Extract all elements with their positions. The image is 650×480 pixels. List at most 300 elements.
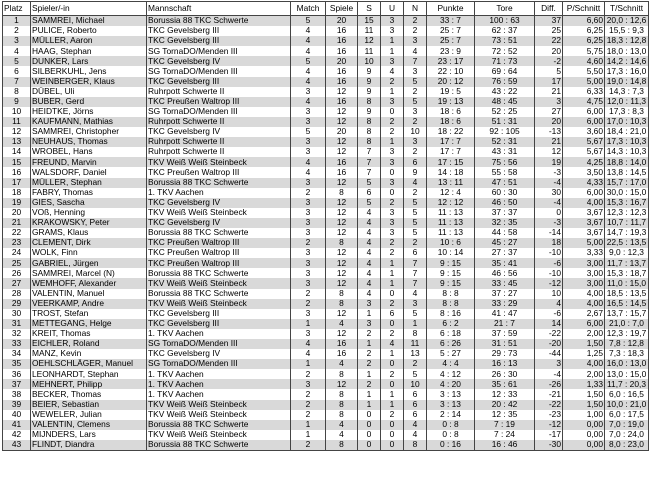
cell-spieler: VALENTIN, Clemens — [31, 420, 147, 430]
col-header-tschnitt: T/Schnitt — [605, 2, 649, 16]
cell-t-schnitt: 16,0 : 13,0 — [605, 359, 649, 369]
cell-tore: 12 : 33 — [475, 389, 535, 399]
cell-match: 3 — [291, 218, 326, 228]
cell-unentschieden: 2 — [381, 198, 404, 208]
cell-p-schnitt: 5,00 — [563, 238, 605, 248]
table-row — [3, 147, 649, 157]
cell-spieler: VEERKAMP, Andre — [31, 299, 147, 309]
cell-diff: 17 — [535, 77, 563, 87]
cell-unentschieden: 0 — [381, 188, 404, 198]
cell-unentschieden: 1 — [381, 36, 404, 46]
cell-p-schnitt: 4,00 — [563, 299, 605, 309]
cell-match: 5 — [291, 16, 326, 27]
cell-spiele: 16 — [326, 349, 358, 359]
cell-tore: 48 : 45 — [475, 97, 535, 107]
cell-p-schnitt: 5,50 — [563, 66, 605, 76]
cell-mannschaft: Borussia 88 TKC Schwerte — [147, 178, 291, 188]
cell-siege: 1 — [358, 389, 381, 399]
cell-t-schnitt: 6,0 : 16,5 — [605, 389, 649, 399]
cell-diff: 20 — [535, 117, 563, 127]
table-row — [3, 26, 649, 36]
cell-niederlagen: 7 — [404, 268, 427, 278]
cell-t-schnitt: 14,7 : 19,3 — [605, 228, 649, 238]
cell-mannschaft: TKC Gevelsberg IV — [147, 349, 291, 359]
cell-tore: 47 : 51 — [475, 178, 535, 188]
cell-t-schnitt: 15,5 : 9,3 — [605, 26, 649, 36]
cell-siege: 4 — [358, 238, 381, 248]
cell-mannschaft: TKC Gevelsberg III — [147, 319, 291, 329]
cell-t-schnitt: 12,3 : 19,7 — [605, 329, 649, 339]
table-row — [3, 430, 649, 440]
cell-niederlagen: 2 — [404, 26, 427, 36]
cell-platz: 34 — [3, 349, 31, 359]
cell-spiele: 20 — [326, 56, 358, 66]
cell-punkte: 9 : 15 — [427, 258, 475, 268]
cell-spiele: 16 — [326, 157, 358, 167]
table-row — [3, 369, 649, 379]
cell-match: 3 — [291, 117, 326, 127]
cell-match: 2 — [291, 400, 326, 410]
cell-niederlagen: 5 — [404, 369, 427, 379]
cell-tore: 44 : 58 — [475, 228, 535, 238]
cell-t-schnitt: 18,0 : 13,0 — [605, 46, 649, 56]
cell-platz: 35 — [3, 359, 31, 369]
cell-mannschaft: Borussia 88 TKC Schwerte — [147, 268, 291, 278]
cell-t-schnitt: 11,7 : 20,3 — [605, 379, 649, 389]
cell-mannschaft: TKC Gevelsberg III — [147, 309, 291, 319]
table-row — [3, 157, 649, 167]
cell-spieler: MANZ, Kevin — [31, 349, 147, 359]
cell-diff: -4 — [535, 178, 563, 188]
cell-spiele: 8 — [326, 369, 358, 379]
cell-tore: 27 : 37 — [475, 248, 535, 258]
cell-mannschaft: SG TornaDO/Menden III — [147, 46, 291, 56]
cell-t-schnitt: 13,0 : 15,0 — [605, 369, 649, 379]
cell-niederlagen: 5 — [404, 309, 427, 319]
col-header-s: S — [358, 2, 381, 16]
cell-match: 3 — [291, 329, 326, 339]
cell-diff: -21 — [535, 389, 563, 399]
table-row — [3, 46, 649, 56]
cell-platz: 37 — [3, 379, 31, 389]
table-row — [3, 16, 649, 27]
table-row — [3, 410, 649, 420]
cell-mannschaft: Borussia 88 TKC Schwerte — [147, 440, 291, 451]
cell-unentschieden: 3 — [381, 16, 404, 27]
cell-spiele: 12 — [326, 309, 358, 319]
cell-tore: 55 : 58 — [475, 167, 535, 177]
cell-mannschaft: Borussia 88 TKC Schwerte — [147, 420, 291, 430]
cell-niederlagen: 3 — [404, 36, 427, 46]
cell-spieler: SAMMREI, Michael — [31, 16, 147, 27]
table-row — [3, 400, 649, 410]
cell-spiele: 16 — [326, 66, 358, 76]
cell-siege: 7 — [358, 157, 381, 167]
table-row — [3, 389, 649, 399]
cell-match: 3 — [291, 107, 326, 117]
cell-spieler: WEINBERGER, Klaus — [31, 77, 147, 87]
cell-mannschaft: TKC Preußen Waltrop III — [147, 167, 291, 177]
cell-niederlagen: 7 — [404, 56, 427, 66]
cell-punkte: 4 : 12 — [427, 369, 475, 379]
cell-platz: 40 — [3, 410, 31, 420]
table-row — [3, 238, 649, 248]
cell-diff: 10 — [535, 289, 563, 299]
cell-tore: 37 : 59 — [475, 329, 535, 339]
cell-spieler: KREIT, Thomas — [31, 329, 147, 339]
cell-match: 3 — [291, 137, 326, 147]
cell-t-schnitt: 20,0 : 12,6 — [605, 16, 649, 27]
col-header-spieler: Spieler/-in — [31, 2, 147, 16]
cell-tore: 31 : 51 — [475, 339, 535, 349]
cell-t-schnitt: 19,0 : 14,8 — [605, 77, 649, 87]
cell-tore: 62 : 37 — [475, 26, 535, 36]
cell-platz: 28 — [3, 289, 31, 299]
cell-unentschieden: 2 — [381, 299, 404, 309]
cell-spiele: 12 — [326, 329, 358, 339]
cell-mannschaft: TKC Gevelsberg IV — [147, 218, 291, 228]
cell-match: 4 — [291, 339, 326, 349]
cell-unentschieden: 1 — [381, 258, 404, 268]
cell-siege: 2 — [358, 359, 381, 369]
cell-spiele: 16 — [326, 77, 358, 87]
cell-mannschaft: Borussia 88 TKC Schwerte — [147, 228, 291, 238]
table-row — [3, 258, 649, 268]
cell-match: 3 — [291, 147, 326, 157]
cell-mannschaft: Ruhrpott Schwerte II — [147, 147, 291, 157]
cell-siege: 8 — [358, 117, 381, 127]
cell-platz: 22 — [3, 228, 31, 238]
col-header-spiele: Spiele — [326, 2, 358, 16]
cell-mannschaft: TKV Weiß Weiß Steinbeck — [147, 208, 291, 218]
cell-match: 3 — [291, 198, 326, 208]
cell-t-schnitt: 21,0 : 7,0 — [605, 319, 649, 329]
cell-spiele: 12 — [326, 147, 358, 157]
cell-punkte: 8 : 16 — [427, 309, 475, 319]
cell-t-schnitt: 17,3 : 16,0 — [605, 66, 649, 76]
cell-spiele: 4 — [326, 359, 358, 369]
cell-unentschieden: 2 — [381, 248, 404, 258]
cell-siege: 0 — [358, 440, 381, 451]
cell-match: 5 — [291, 127, 326, 137]
cell-diff: -20 — [535, 339, 563, 349]
cell-punkte: 6 : 26 — [427, 339, 475, 349]
cell-niederlagen: 3 — [404, 66, 427, 76]
cell-spieler: MÜLLER, Aaron — [31, 36, 147, 46]
cell-platz: 36 — [3, 369, 31, 379]
cell-punkte: 11 : 13 — [427, 208, 475, 218]
cell-tore: 76 : 59 — [475, 77, 535, 87]
cell-mannschaft: TKC Preußen Waltrop III — [147, 258, 291, 268]
cell-niederlagen: 6 — [404, 157, 427, 167]
cell-match: 3 — [291, 379, 326, 389]
cell-punkte: 4 : 4 — [427, 359, 475, 369]
cell-siege: 9 — [358, 66, 381, 76]
cell-diff: 25 — [535, 26, 563, 36]
cell-siege: 11 — [358, 46, 381, 56]
cell-tore: 73 : 51 — [475, 36, 535, 46]
cell-unentschieden: 0 — [381, 420, 404, 430]
cell-punkte: 2 : 14 — [427, 410, 475, 420]
cell-punkte: 6 : 18 — [427, 329, 475, 339]
cell-siege: 0 — [358, 430, 381, 440]
cell-diff: 30 — [535, 188, 563, 198]
cell-spieler: DUNKER, Lars — [31, 56, 147, 66]
cell-punkte: 17 : 7 — [427, 137, 475, 147]
cell-platz: 29 — [3, 299, 31, 309]
cell-unentschieden: 3 — [381, 228, 404, 238]
cell-platz: 19 — [3, 198, 31, 208]
cell-match: 4 — [291, 349, 326, 359]
table-row — [3, 97, 649, 107]
cell-unentschieden: 2 — [381, 329, 404, 339]
cell-platz: 3 — [3, 36, 31, 46]
cell-punkte: 3 : 13 — [427, 389, 475, 399]
table-row — [3, 56, 649, 66]
cell-spieler: BECKER, Thomas — [31, 389, 147, 399]
cell-p-schnitt: 1,50 — [563, 389, 605, 399]
cell-match: 1 — [291, 430, 326, 440]
table-row — [3, 117, 649, 127]
cell-niederlagen: 5 — [404, 208, 427, 218]
cell-match: 3 — [291, 278, 326, 288]
cell-p-schnitt: 4,33 — [563, 178, 605, 188]
cell-tore: 72 : 52 — [475, 46, 535, 56]
cell-unentschieden: 0 — [381, 107, 404, 117]
cell-match: 3 — [291, 258, 326, 268]
cell-unentschieden: 3 — [381, 157, 404, 167]
cell-mannschaft: Ruhrpott Schwerte II — [147, 117, 291, 127]
cell-punkte: 13 : 11 — [427, 178, 475, 188]
cell-niederlagen: 2 — [404, 188, 427, 198]
cell-match: 2 — [291, 389, 326, 399]
cell-p-schnitt: 3,67 — [563, 228, 605, 238]
cell-punkte: 17 : 7 — [427, 147, 475, 157]
cell-spiele: 8 — [326, 440, 358, 451]
cell-niederlagen: 8 — [404, 329, 427, 339]
table-row — [3, 208, 649, 218]
cell-match: 1 — [291, 359, 326, 369]
table-row — [3, 379, 649, 389]
cell-spieler: BEIER, Sebastian — [31, 400, 147, 410]
cell-spiele: 8 — [326, 400, 358, 410]
cell-punkte: 9 : 15 — [427, 278, 475, 288]
cell-tore: 71 : 73 — [475, 56, 535, 66]
cell-platz: 8 — [3, 87, 31, 97]
cell-niederlagen: 7 — [404, 278, 427, 288]
cell-diff: -22 — [535, 400, 563, 410]
cell-spiele: 12 — [326, 87, 358, 97]
cell-platz: 15 — [3, 157, 31, 167]
cell-p-schnitt: 1,33 — [563, 379, 605, 389]
cell-punkte: 12 : 4 — [427, 188, 475, 198]
cell-p-schnitt: 1,25 — [563, 349, 605, 359]
cell-p-schnitt: 6,00 — [563, 107, 605, 117]
cell-siege: 7 — [358, 167, 381, 177]
cell-unentschieden: 0 — [381, 430, 404, 440]
cell-siege: 9 — [358, 107, 381, 117]
cell-spiele: 16 — [326, 46, 358, 56]
cell-spieler: METTEGANG, Helge — [31, 319, 147, 329]
cell-p-schnitt: 4,00 — [563, 289, 605, 299]
cell-platz: 23 — [3, 238, 31, 248]
cell-spiele: 12 — [326, 228, 358, 238]
cell-platz: 31 — [3, 319, 31, 329]
col-header-pschnitt: P/Schnitt — [563, 2, 605, 16]
cell-siege: 8 — [358, 127, 381, 137]
cell-spieler: GIES, Sascha — [31, 198, 147, 208]
cell-platz: 20 — [3, 208, 31, 218]
col-header-diff: Diff. — [535, 2, 563, 16]
cell-tore: 7 : 24 — [475, 430, 535, 440]
cell-diff: 22 — [535, 36, 563, 46]
cell-spiele: 8 — [326, 188, 358, 198]
cell-platz: 16 — [3, 167, 31, 177]
cell-t-schnitt: 15,7 : 17,0 — [605, 178, 649, 188]
cell-punkte: 0 : 16 — [427, 440, 475, 451]
cell-niederlagen: 4 — [404, 46, 427, 56]
cell-platz: 1 — [3, 16, 31, 27]
cell-siege: 1 — [358, 309, 381, 319]
ranking-table — [2, 1, 649, 451]
cell-mannschaft: TKC Preußen Waltrop III — [147, 97, 291, 107]
cell-t-schnitt: 22,5 : 13,5 — [605, 238, 649, 248]
cell-mannschaft: SG TornaDO/Menden III — [147, 107, 291, 117]
cell-mannschaft: TKC Gevelsberg III — [147, 36, 291, 46]
cell-match: 2 — [291, 369, 326, 379]
cell-niederlagen: 1 — [404, 319, 427, 329]
cell-niederlagen: 4 — [404, 420, 427, 430]
cell-siege: 5 — [358, 178, 381, 188]
cell-unentschieden: 0 — [381, 359, 404, 369]
cell-mannschaft: TKC Gevelsberg IV — [147, 198, 291, 208]
cell-mannschaft: TKV Weiß Weiß Steinbeck — [147, 278, 291, 288]
cell-mannschaft: TKC Gevelsberg III — [147, 26, 291, 36]
cell-diff: -6 — [535, 258, 563, 268]
cell-niederlagen: 3 — [404, 137, 427, 147]
cell-siege: 8 — [358, 137, 381, 147]
cell-siege: 4 — [358, 228, 381, 238]
cell-diff: 18 — [535, 238, 563, 248]
table-row — [3, 66, 649, 76]
cell-siege: 4 — [358, 278, 381, 288]
cell-t-schnitt: 14,2 : 14,6 — [605, 56, 649, 66]
cell-match: 4 — [291, 46, 326, 56]
cell-p-schnitt: 4,60 — [563, 56, 605, 66]
cell-spieler: FLINDT, Diandra — [31, 440, 147, 451]
cell-siege: 1 — [358, 339, 381, 349]
cell-diff: -3 — [535, 218, 563, 228]
cell-p-schnitt: 5,75 — [563, 46, 605, 56]
cell-tore: 75 : 56 — [475, 157, 535, 167]
cell-match: 1 — [291, 319, 326, 329]
cell-siege: 0 — [358, 420, 381, 430]
cell-tore: 29 : 73 — [475, 349, 535, 359]
cell-diff: 4 — [535, 299, 563, 309]
cell-platz: 24 — [3, 248, 31, 258]
cell-tore: 37 : 27 — [475, 289, 535, 299]
cell-siege: 3 — [358, 299, 381, 309]
cell-niederlagen: 10 — [404, 127, 427, 137]
cell-mannschaft: 1. TKV Aachen — [147, 329, 291, 339]
cell-p-schnitt: 0,00 — [563, 430, 605, 440]
cell-tore: 41 : 47 — [475, 309, 535, 319]
cell-tore: 51 : 31 — [475, 117, 535, 127]
cell-spiele: 12 — [326, 208, 358, 218]
cell-platz: 39 — [3, 400, 31, 410]
cell-p-schnitt: 6,25 — [563, 26, 605, 36]
cell-diff: -10 — [535, 268, 563, 278]
cell-niederlagen: 10 — [404, 379, 427, 389]
cell-platz: 13 — [3, 137, 31, 147]
cell-spiele: 16 — [326, 26, 358, 36]
cell-punkte: 25 : 7 — [427, 26, 475, 36]
cell-spiele: 12 — [326, 107, 358, 117]
cell-niederlagen: 2 — [404, 147, 427, 157]
cell-niederlagen: 6 — [404, 400, 427, 410]
cell-spiele: 16 — [326, 167, 358, 177]
cell-spieler: HEIDTKE, Jörns — [31, 107, 147, 117]
cell-t-schnitt: 18,4 : 21,0 — [605, 127, 649, 137]
cell-tore: 26 : 30 — [475, 369, 535, 379]
cell-spiele: 4 — [326, 420, 358, 430]
cell-spieler: NEUHAUS, Thomas — [31, 137, 147, 147]
cell-mannschaft: 1. TKV Aachen — [147, 369, 291, 379]
table-row — [3, 228, 649, 238]
cell-punkte: 11 : 13 — [427, 228, 475, 238]
cell-t-schnitt: 17,0 : 10,3 — [605, 117, 649, 127]
cell-diff: 0 — [535, 208, 563, 218]
cell-spiele: 8 — [326, 289, 358, 299]
table-row — [3, 248, 649, 258]
cell-p-schnitt: 3,60 — [563, 127, 605, 137]
cell-spieler: MIJNDERS, Lars — [31, 430, 147, 440]
table-row — [3, 77, 649, 87]
cell-niederlagen: 2 — [404, 359, 427, 369]
cell-tore: 21 : 7 — [475, 319, 535, 329]
cell-spieler: SAMMREI, Christopher — [31, 127, 147, 137]
cell-unentschieden: 1 — [381, 389, 404, 399]
cell-diff: 3 — [535, 97, 563, 107]
cell-unentschieden: 6 — [381, 309, 404, 319]
cell-platz: 12 — [3, 127, 31, 137]
cell-punkte: 8 : 8 — [427, 299, 475, 309]
cell-platz: 33 — [3, 339, 31, 349]
cell-platz: 18 — [3, 188, 31, 198]
cell-punkte: 4 : 20 — [427, 379, 475, 389]
cell-spiele: 20 — [326, 16, 358, 27]
cell-p-schnitt: 3,50 — [563, 167, 605, 177]
cell-niederlagen: 4 — [404, 289, 427, 299]
cell-unentschieden: 2 — [381, 369, 404, 379]
cell-p-schnitt: 6,00 — [563, 188, 605, 198]
table-row — [3, 319, 649, 329]
cell-spiele: 12 — [326, 278, 358, 288]
cell-tore: 43 : 22 — [475, 87, 535, 97]
cell-p-schnitt: 4,00 — [563, 359, 605, 369]
cell-diff: -10 — [535, 248, 563, 258]
cell-niederlagen: 2 — [404, 117, 427, 127]
cell-punkte: 20 : 12 — [427, 77, 475, 87]
cell-p-schnitt: 3,67 — [563, 208, 605, 218]
cell-mannschaft: TKC Preußen Waltrop III — [147, 248, 291, 258]
cell-punkte: 12 : 12 — [427, 198, 475, 208]
cell-spiele: 4 — [326, 430, 358, 440]
cell-spiele: 8 — [326, 389, 358, 399]
cell-p-schnitt: 5,67 — [563, 137, 605, 147]
cell-platz: 17 — [3, 178, 31, 188]
cell-diff: 21 — [535, 137, 563, 147]
